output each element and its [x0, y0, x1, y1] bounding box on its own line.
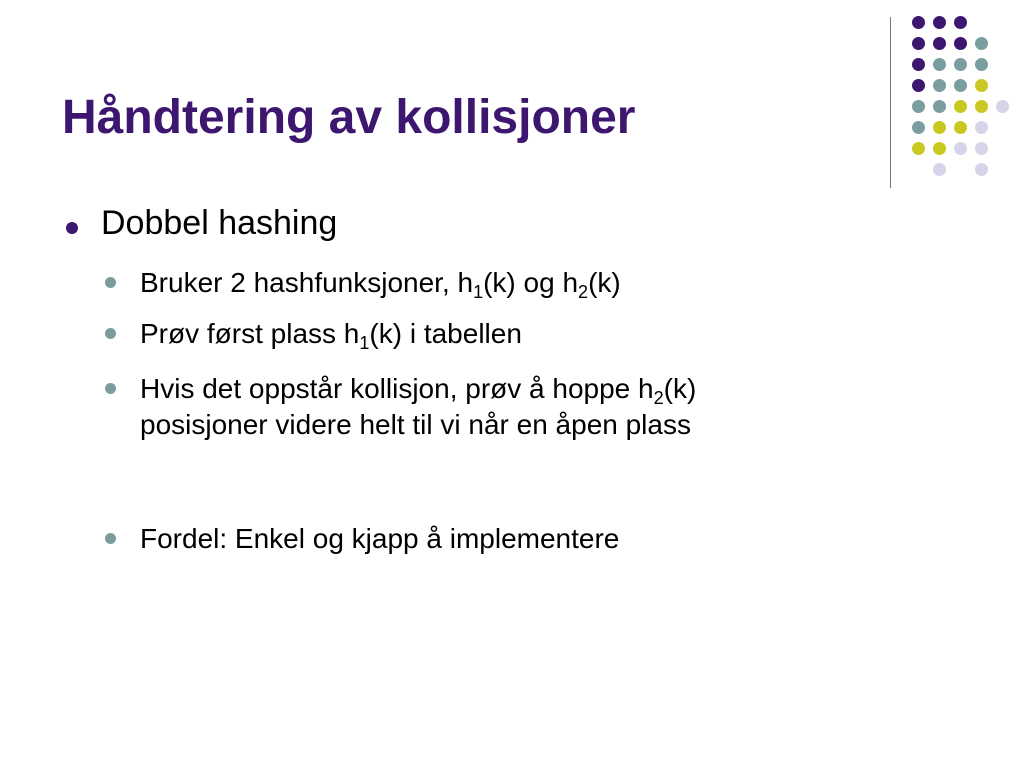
decorative-dot — [933, 79, 946, 92]
decorative-dot — [975, 121, 988, 134]
decorative-dot — [933, 37, 946, 50]
decorative-dot — [933, 142, 946, 155]
decorative-dot — [912, 142, 925, 155]
bullet-level1-text: Dobbel hashing — [101, 204, 338, 242]
decorative-dot — [912, 121, 925, 134]
bullet-text: Hvis det oppstår kollisjon, prøv å hoppe $h_2(k)$ posisjoner videre helt til vi når en åpen plass — [140, 373, 697, 440]
decorative-dot — [933, 163, 946, 176]
decorative-dot — [975, 163, 988, 176]
decorative-dot — [912, 16, 925, 29]
decorative-dot — [954, 16, 967, 29]
decorative-dot — [975, 58, 988, 71]
decorative-dot — [912, 100, 925, 113]
decorative-dot — [975, 79, 988, 92]
decorative-dot — [975, 37, 988, 50]
decorative-dot — [954, 58, 967, 71]
decorative-dot — [954, 142, 967, 155]
decorative-dot — [975, 100, 988, 113]
bullet-text: Bruker 2 hashfunksjoner, $h_1(k)$ og $h_2(k)$ — [140, 267, 621, 302]
decorative-dot — [912, 37, 925, 50]
decorative-dot — [933, 16, 946, 29]
bullet-dot-icon — [105, 383, 116, 394]
decorative-dot — [954, 100, 967, 113]
decorative-dot — [933, 58, 946, 71]
decorative-dot — [912, 58, 925, 71]
bullet-text-continued: posisjoner videre helt til vi når en åpen plass — [140, 409, 691, 440]
decorative-dot — [954, 121, 967, 134]
decorative-dot — [996, 100, 1009, 113]
slide-title: Håndtering av kollisjoner — [62, 91, 636, 144]
bullet-dot-icon — [66, 222, 78, 234]
bullet-text: Prøv først plass $h_1(k)$ i tabellen — [140, 318, 522, 353]
decorative-dot — [912, 79, 925, 92]
bullet-dot-icon — [105, 533, 116, 544]
decorative-dot — [975, 142, 988, 155]
vertical-divider — [890, 17, 891, 188]
bullet-dot-icon — [105, 328, 116, 339]
decorative-dot — [933, 100, 946, 113]
decorative-dot — [954, 79, 967, 92]
decorative-dot — [933, 121, 946, 134]
bullet-dot-icon — [105, 277, 116, 288]
decorative-dot — [954, 37, 967, 50]
bullet-text: Fordel: Enkel og kjapp å implementere — [140, 523, 620, 554]
